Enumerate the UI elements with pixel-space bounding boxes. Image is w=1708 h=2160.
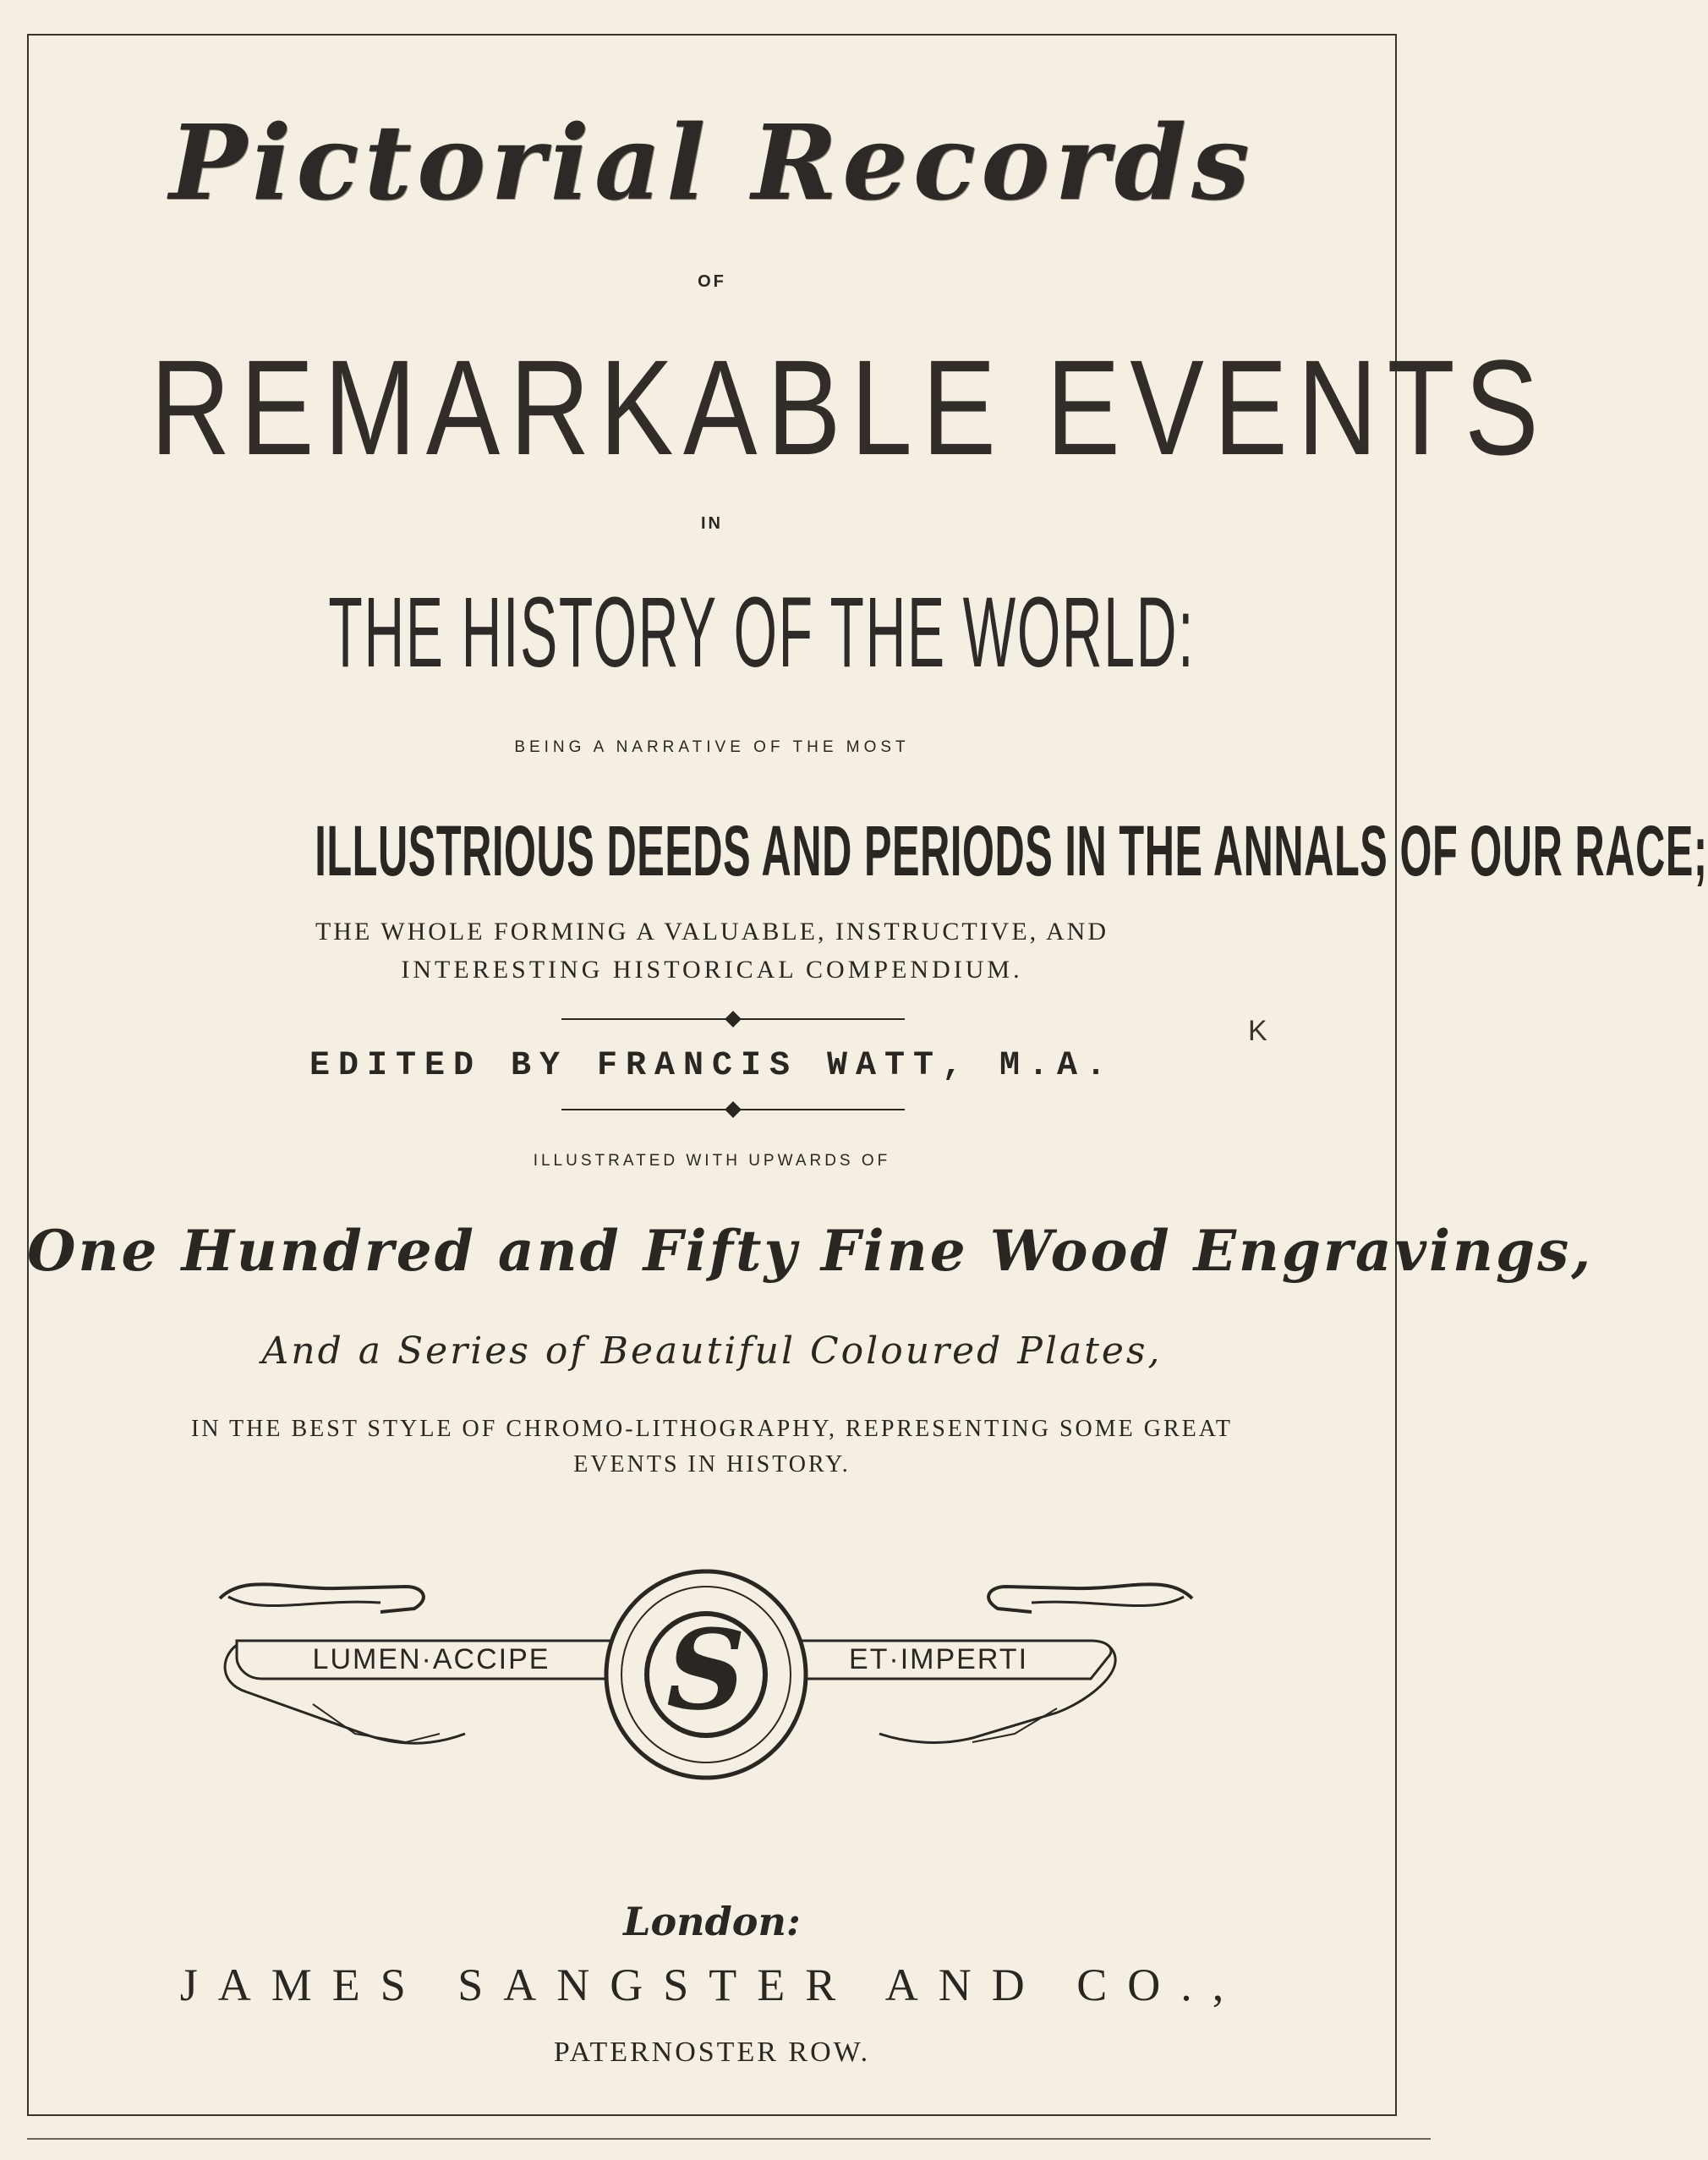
subtitle-deeds: ILLUSTRIOUS DEEDS AND PERIODS IN THE ANNALS OF OUR RACE; — [315, 811, 1708, 891]
ornament-rule-top — [0, 1011, 1466, 1027]
imprint-publisher: JAMES SANGSTER AND CO., — [179, 1960, 1245, 2010]
plates-line: And a Series of Beautiful Coloured Plates, — [261, 1329, 1163, 1373]
ornament-rule-bottom — [0, 1102, 1466, 1117]
connector-of: OF — [698, 272, 726, 291]
description-line-1: THE WHOLE FORMING A VALUABLE, INSTRUCTIVE, AND — [315, 918, 1109, 946]
publisher-emblem — [211, 1565, 1201, 1784]
engravings-line: One Hundred and Fifty Fine Wood Engravings, — [27, 1218, 1594, 1284]
subtitle-being: BEING A NARRATIVE OF THE MOST — [514, 738, 910, 756]
editor-line: EDITED BY FRANCIS WATT, M.A. — [309, 1047, 1115, 1085]
title-line-2: REMARKABLE EVENTS — [150, 332, 1549, 483]
connector-in: IN — [701, 514, 723, 533]
bottom-edge-rule — [27, 2138, 1431, 2140]
svg-text:S: S — [666, 1605, 746, 1735]
imprint-place: London: — [623, 1899, 801, 1944]
motto-left: LUMEN·ACCIPE — [312, 1643, 550, 1675]
motto-right: ET·IMPERTI — [848, 1643, 1029, 1675]
imprint-address: PATERNOSTER ROW. — [553, 2037, 871, 2068]
illustrated-line: ILLUSTRATED WITH UPWARDS OF — [533, 1152, 891, 1170]
style-line-2: EVENTS IN HISTORY. — [573, 1451, 851, 1477]
description-line-2: INTERESTING HISTORICAL COMPENDIUM. — [401, 956, 1023, 984]
style-line-1: IN THE BEST STYLE OF CHROMO-LITHOGRAPHY, REPRESENTING SOME GREAT — [191, 1416, 1233, 1442]
title-line-1: Pictorial Records — [169, 101, 1255, 223]
title-line-3: THE HISTORY OF THE WORLD: — [328, 577, 1196, 688]
margin-mark: K — [1248, 1015, 1267, 1047]
